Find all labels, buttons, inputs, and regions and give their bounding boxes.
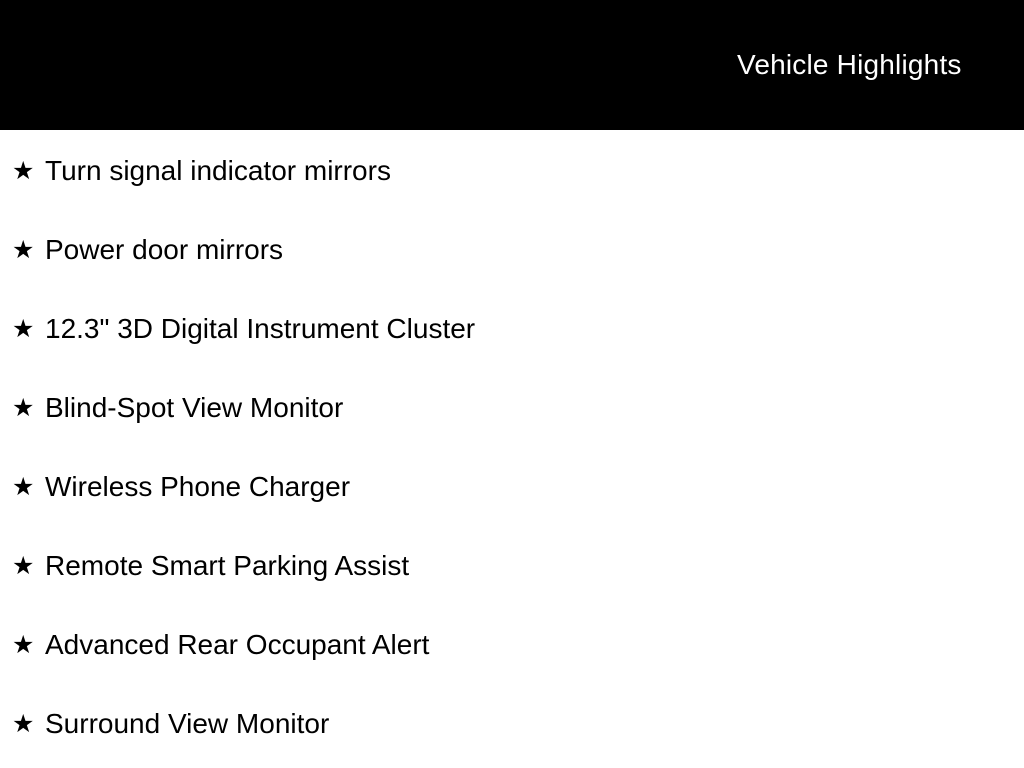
star-icon: ★ <box>12 315 35 344</box>
page-title: Vehicle Highlights <box>737 49 962 80</box>
star-icon: ★ <box>12 236 35 265</box>
star-icon: ★ <box>12 552 35 581</box>
list-item <box>12 527 1024 606</box>
star-icon: ★ <box>12 157 35 186</box>
star-icon: ★ <box>12 394 35 423</box>
list-item <box>12 685 1024 764</box>
feature-label: Remote Smart Parking Assist <box>45 550 410 582</box>
feature-label: Advanced Rear Occupant Alert <box>45 629 430 661</box>
feature-label: Surround View Monitor <box>45 708 330 740</box>
list-item <box>12 290 1024 369</box>
star-icon: ★ <box>12 631 35 660</box>
header-bar <box>0 0 1024 130</box>
list-item <box>12 606 1024 685</box>
star-icon: ★ <box>12 473 35 502</box>
features-list <box>0 130 1024 764</box>
list-item <box>12 211 1024 290</box>
list-item <box>12 448 1024 527</box>
star-icon: ★ <box>12 710 35 739</box>
feature-label: Turn signal indicator mirrors <box>45 155 391 187</box>
feature-label: Power door mirrors <box>45 234 284 266</box>
feature-label: Blind-Spot View Monitor <box>45 392 344 424</box>
feature-label: 12.3" 3D Digital Instrument Cluster <box>45 313 476 345</box>
feature-label: Wireless Phone Charger <box>45 471 351 503</box>
list-item <box>12 132 1024 211</box>
list-item <box>12 369 1024 448</box>
